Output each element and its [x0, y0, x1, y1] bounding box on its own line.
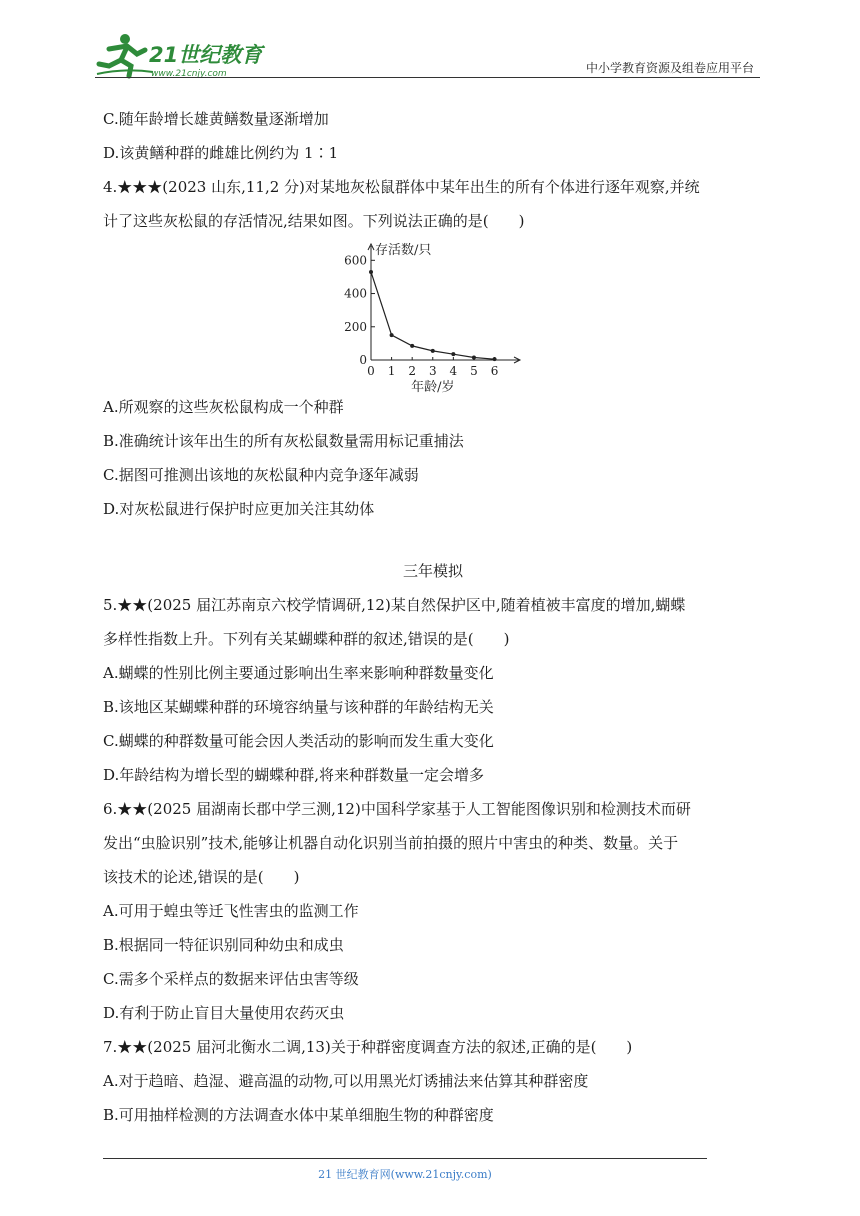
- question-stem: 5.★★(2025 届江苏南京六校学情调研,12)某自然保护区中,随着植被丰富度的增加,蝴蝶: [103, 596, 686, 614]
- logo-text: 21世纪教育: [149, 43, 263, 67]
- y-axis-label: 存活数/只: [375, 243, 432, 258]
- page-header: [95, 28, 760, 80]
- y-tick-label: 0: [359, 353, 367, 367]
- option-line: B.可用抽样检测的方法调查水体中某单细胞生物的种群密度: [103, 1106, 494, 1124]
- question-stem: 6.★★(2025 届湖南长郡中学三测,12)中国科学家基于人工智能图像识别和检测技术而研: [103, 800, 691, 818]
- option-line: D.该黄鳝种群的雌雄比例约为 1∶1: [103, 144, 339, 162]
- x-tick-label: 1: [387, 364, 396, 378]
- option-line: B.准确统计该年出生的所有灰松鼠数量需用标记重捕法: [103, 432, 464, 450]
- question-6: [103, 792, 763, 1030]
- option-line: C.随年龄增长雄黄鳝数量逐渐增加: [103, 110, 329, 128]
- question-stem: 4.★★★(2023 山东,11,2 分)对某地灰松鼠群体中某年出生的所有个体进行逐年观察,并统: [103, 178, 700, 196]
- option-line: B.该地区某蝴蝶种群的环境容纳量与该种群的年龄结构无关: [103, 698, 494, 716]
- data-point: [390, 333, 394, 337]
- option-line: A.蝴蝶的性别比例主要通过影响出生率来影响种群数量变化: [103, 664, 494, 682]
- question-4: [103, 170, 763, 526]
- x-tick-label: 3: [428, 364, 437, 378]
- question-7: [103, 1030, 763, 1132]
- question-stem: 多样性指数上升。下列有关某蝴蝶种群的叙述,错误的是( ): [103, 630, 510, 648]
- question-stem: 该技术的论述,错误的是( ): [103, 868, 300, 886]
- option-line: B.根据同一特征识别同种幼虫和成虫: [103, 936, 344, 954]
- header-platform-text: 中小学教育资源及组卷应用平台: [585, 61, 754, 75]
- question-stem: 7.★★(2025 届河北衡水二调,13)关于种群密度调查方法的叙述,正确的是( ): [103, 1038, 633, 1056]
- survival-chart-svg: [329, 238, 529, 395]
- footer-text: 21 世纪教育网(www.21cnjy.com): [318, 1168, 492, 1181]
- footer-divider: [103, 1158, 707, 1159]
- y-tick-label: 600: [344, 253, 367, 268]
- data-point: [472, 356, 476, 360]
- x-tick-label: 4: [449, 364, 458, 378]
- document-body: [103, 102, 763, 1132]
- data-point: [369, 270, 373, 274]
- section-title: 三年模拟: [402, 562, 463, 580]
- option-line: A.对于趋暗、趋湿、避高温的动物,可以用黑光灯诱捕法来估算其种群密度: [103, 1072, 589, 1090]
- survival-series-line: [371, 272, 495, 359]
- survival-chart: [103, 238, 763, 395]
- option-line: D.对灰松鼠进行保护时应更加关注其幼体: [103, 500, 375, 518]
- header-divider: [95, 77, 760, 78]
- logo-21cnjy: [95, 32, 265, 80]
- logo-url: www.21cnjy.com: [151, 69, 227, 79]
- x-tick-label: 2: [408, 364, 416, 378]
- option-line: C.蝴蝶的种群数量可能会因人类活动的影响而发生重大变化: [103, 732, 494, 750]
- data-point: [451, 352, 455, 356]
- option-line: A.可用于蝗虫等迁飞性害虫的监测工作: [103, 902, 359, 920]
- option-line: C.据图可推测出该地的灰松鼠种内竞争逐年减弱: [103, 466, 419, 484]
- x-tick-label: 5: [470, 364, 478, 378]
- question-stem: 发出“虫脸识别”技术,能够让机器自动化识别当前拍摄的照片中害虫的种类、数量。关于: [103, 834, 679, 852]
- option-line: C.需多个采样点的数据来评估虫害等级: [103, 970, 359, 988]
- option-line: D.年龄结构为增长型的蝴蝶种群,将来种群数量一定会增多: [103, 766, 485, 784]
- y-tick-label: 200: [344, 319, 367, 334]
- y-tick-label: 400: [344, 286, 367, 301]
- x-tick-label: 0: [367, 364, 375, 378]
- x-tick-label: 6: [490, 364, 499, 378]
- data-point: [410, 344, 414, 348]
- x-axis-label: 年龄/岁: [411, 380, 455, 395]
- question-stem: 计了这些灰松鼠的存活情况,结果如图。下列说法正确的是( ): [103, 212, 525, 230]
- data-point: [493, 357, 497, 361]
- option-line: D.有利于防止盲目大量使用农药灭虫: [103, 1004, 345, 1022]
- runner-icon: [97, 34, 153, 76]
- question-5: [103, 588, 763, 792]
- data-point: [431, 349, 435, 353]
- option-line: A.所观察的这些灰松鼠构成一个种群: [103, 398, 344, 416]
